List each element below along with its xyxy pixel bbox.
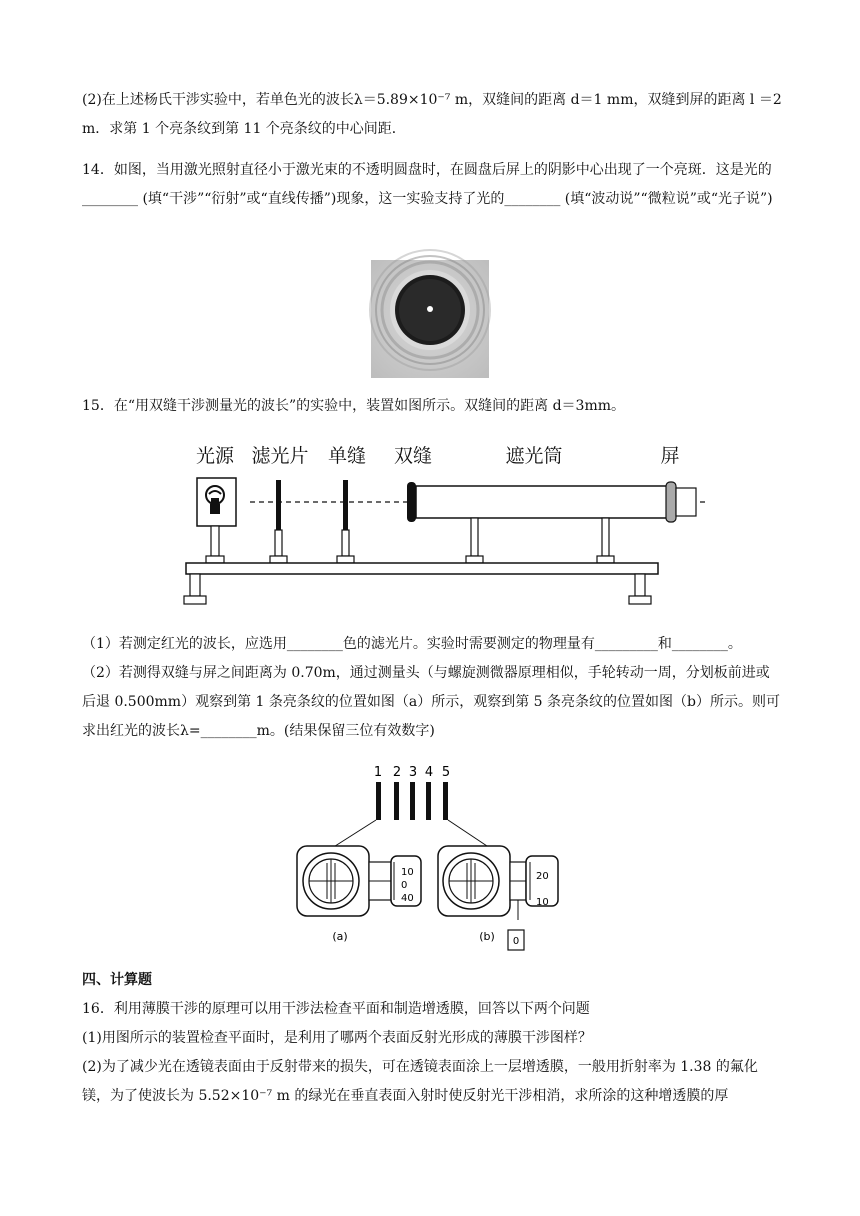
label-filter: 滤光片 bbox=[251, 445, 309, 467]
label-tube: 遮光筒 bbox=[505, 445, 563, 467]
fringe-bar bbox=[376, 782, 381, 820]
fringe-bar bbox=[410, 782, 415, 820]
caption-a: (a) bbox=[332, 930, 348, 943]
q15-part1: （1）若测定红光的波长，应选用________色的滤光片。实验时需要测定的物理量有_________和________。 bbox=[82, 636, 742, 652]
light-shield-tube bbox=[416, 486, 674, 518]
dial-a-tick-0: 0 bbox=[401, 880, 408, 891]
single-slit-plate bbox=[343, 480, 348, 530]
q15-part2: （2）若测得双缝与屏之间距离为 0.70m，通过测量头（与螺旋测微器原理相似，手轮转动一周，分划板前进或后退 0.500mm）观察到第 1 条亮条纹的位置如图（a）所示，观察到第 5 条亮条纹的位置如图（b）所示。则可求出红光的波长λ=________m。(结果保留三位有效数字) bbox=[82, 665, 781, 739]
fringe-number-3: 3 bbox=[408, 765, 418, 780]
filter-plate bbox=[276, 480, 281, 530]
label-light-source: 光源 bbox=[195, 445, 235, 467]
dial-b-tick-10: 10 bbox=[536, 897, 549, 908]
dial-a-tick-10: 10 bbox=[401, 867, 414, 878]
q15-intro: 15．在“用双缝干涉测量光的波长”的实验中，装置如图所示。双缝间的距离 d＝3mm。 bbox=[82, 398, 625, 414]
fringe-number-5: 5 bbox=[441, 765, 451, 780]
fringe-bar bbox=[426, 782, 431, 820]
fringe-number-4: 4 bbox=[424, 765, 434, 780]
label-screen: 屏 bbox=[660, 445, 680, 467]
label-double-slit: 双缝 bbox=[393, 445, 433, 467]
dial-b-main-0: 0 bbox=[512, 936, 520, 947]
q16-part2: (2)为了减少光在透镜表面由于反射带来的损失，可在透镜表面涂上一层增透膜，一般用折射率为 1.38 的氟化镁，为了使波长为 5.52×10⁻⁷ m 的绿光在垂直表面入射时使反射光干涉相消，求所涂的这种增透膜的厚 bbox=[82, 1059, 758, 1104]
q16-part1: (1)用图所示的装置检查平面时，是利用了哪两个表面反射光形成的薄膜干涉图样？ bbox=[82, 1030, 592, 1046]
q14-text: 14．如图，当用激光照射直径小于激光束的不透明圆盘时，在圆盘后屏上的阴影中心出现了一个亮斑．这是光的________ (填“干涉”“衍射”或“直线传播”)现象，这一实验支持了光的________ (填“波动说”“微粒说”或“光子说”) bbox=[82, 162, 773, 207]
dial-a-tick-40: 40 bbox=[401, 893, 414, 904]
section-4-heading: 四、计算题 bbox=[82, 972, 152, 988]
measuring-head-diagram bbox=[290, 762, 580, 958]
caption-b: (b) bbox=[479, 930, 495, 943]
fringe-bar bbox=[443, 782, 448, 820]
fringe-bar bbox=[394, 782, 399, 820]
label-single-slit: 单缝 bbox=[327, 445, 367, 467]
fringe-number-1: 1 bbox=[373, 765, 383, 780]
dial-b-tick-20: 20 bbox=[536, 871, 549, 882]
optical-bench bbox=[186, 563, 658, 574]
double-slit-plate bbox=[407, 482, 416, 522]
q16-intro: 16．利用薄膜干涉的原理可以用干涉法检查平面和制造增透膜，回答以下两个问题 bbox=[82, 1001, 590, 1017]
fringe-number-2: 2 bbox=[392, 765, 402, 780]
poisson-spot-photo bbox=[371, 260, 489, 378]
double-slit-apparatus-diagram bbox=[180, 436, 680, 616]
q13-part2-text: (2)在上述杨氏干涉实验中，若单色光的波长λ＝5.89×10⁻⁷ m，双缝间的距离 d＝1 mm，双缝到屏的距离 l ＝2 m．求第 1 个亮条纹到第 11 个亮条纹的中心间距． bbox=[82, 92, 782, 137]
screen-ring bbox=[666, 482, 676, 522]
